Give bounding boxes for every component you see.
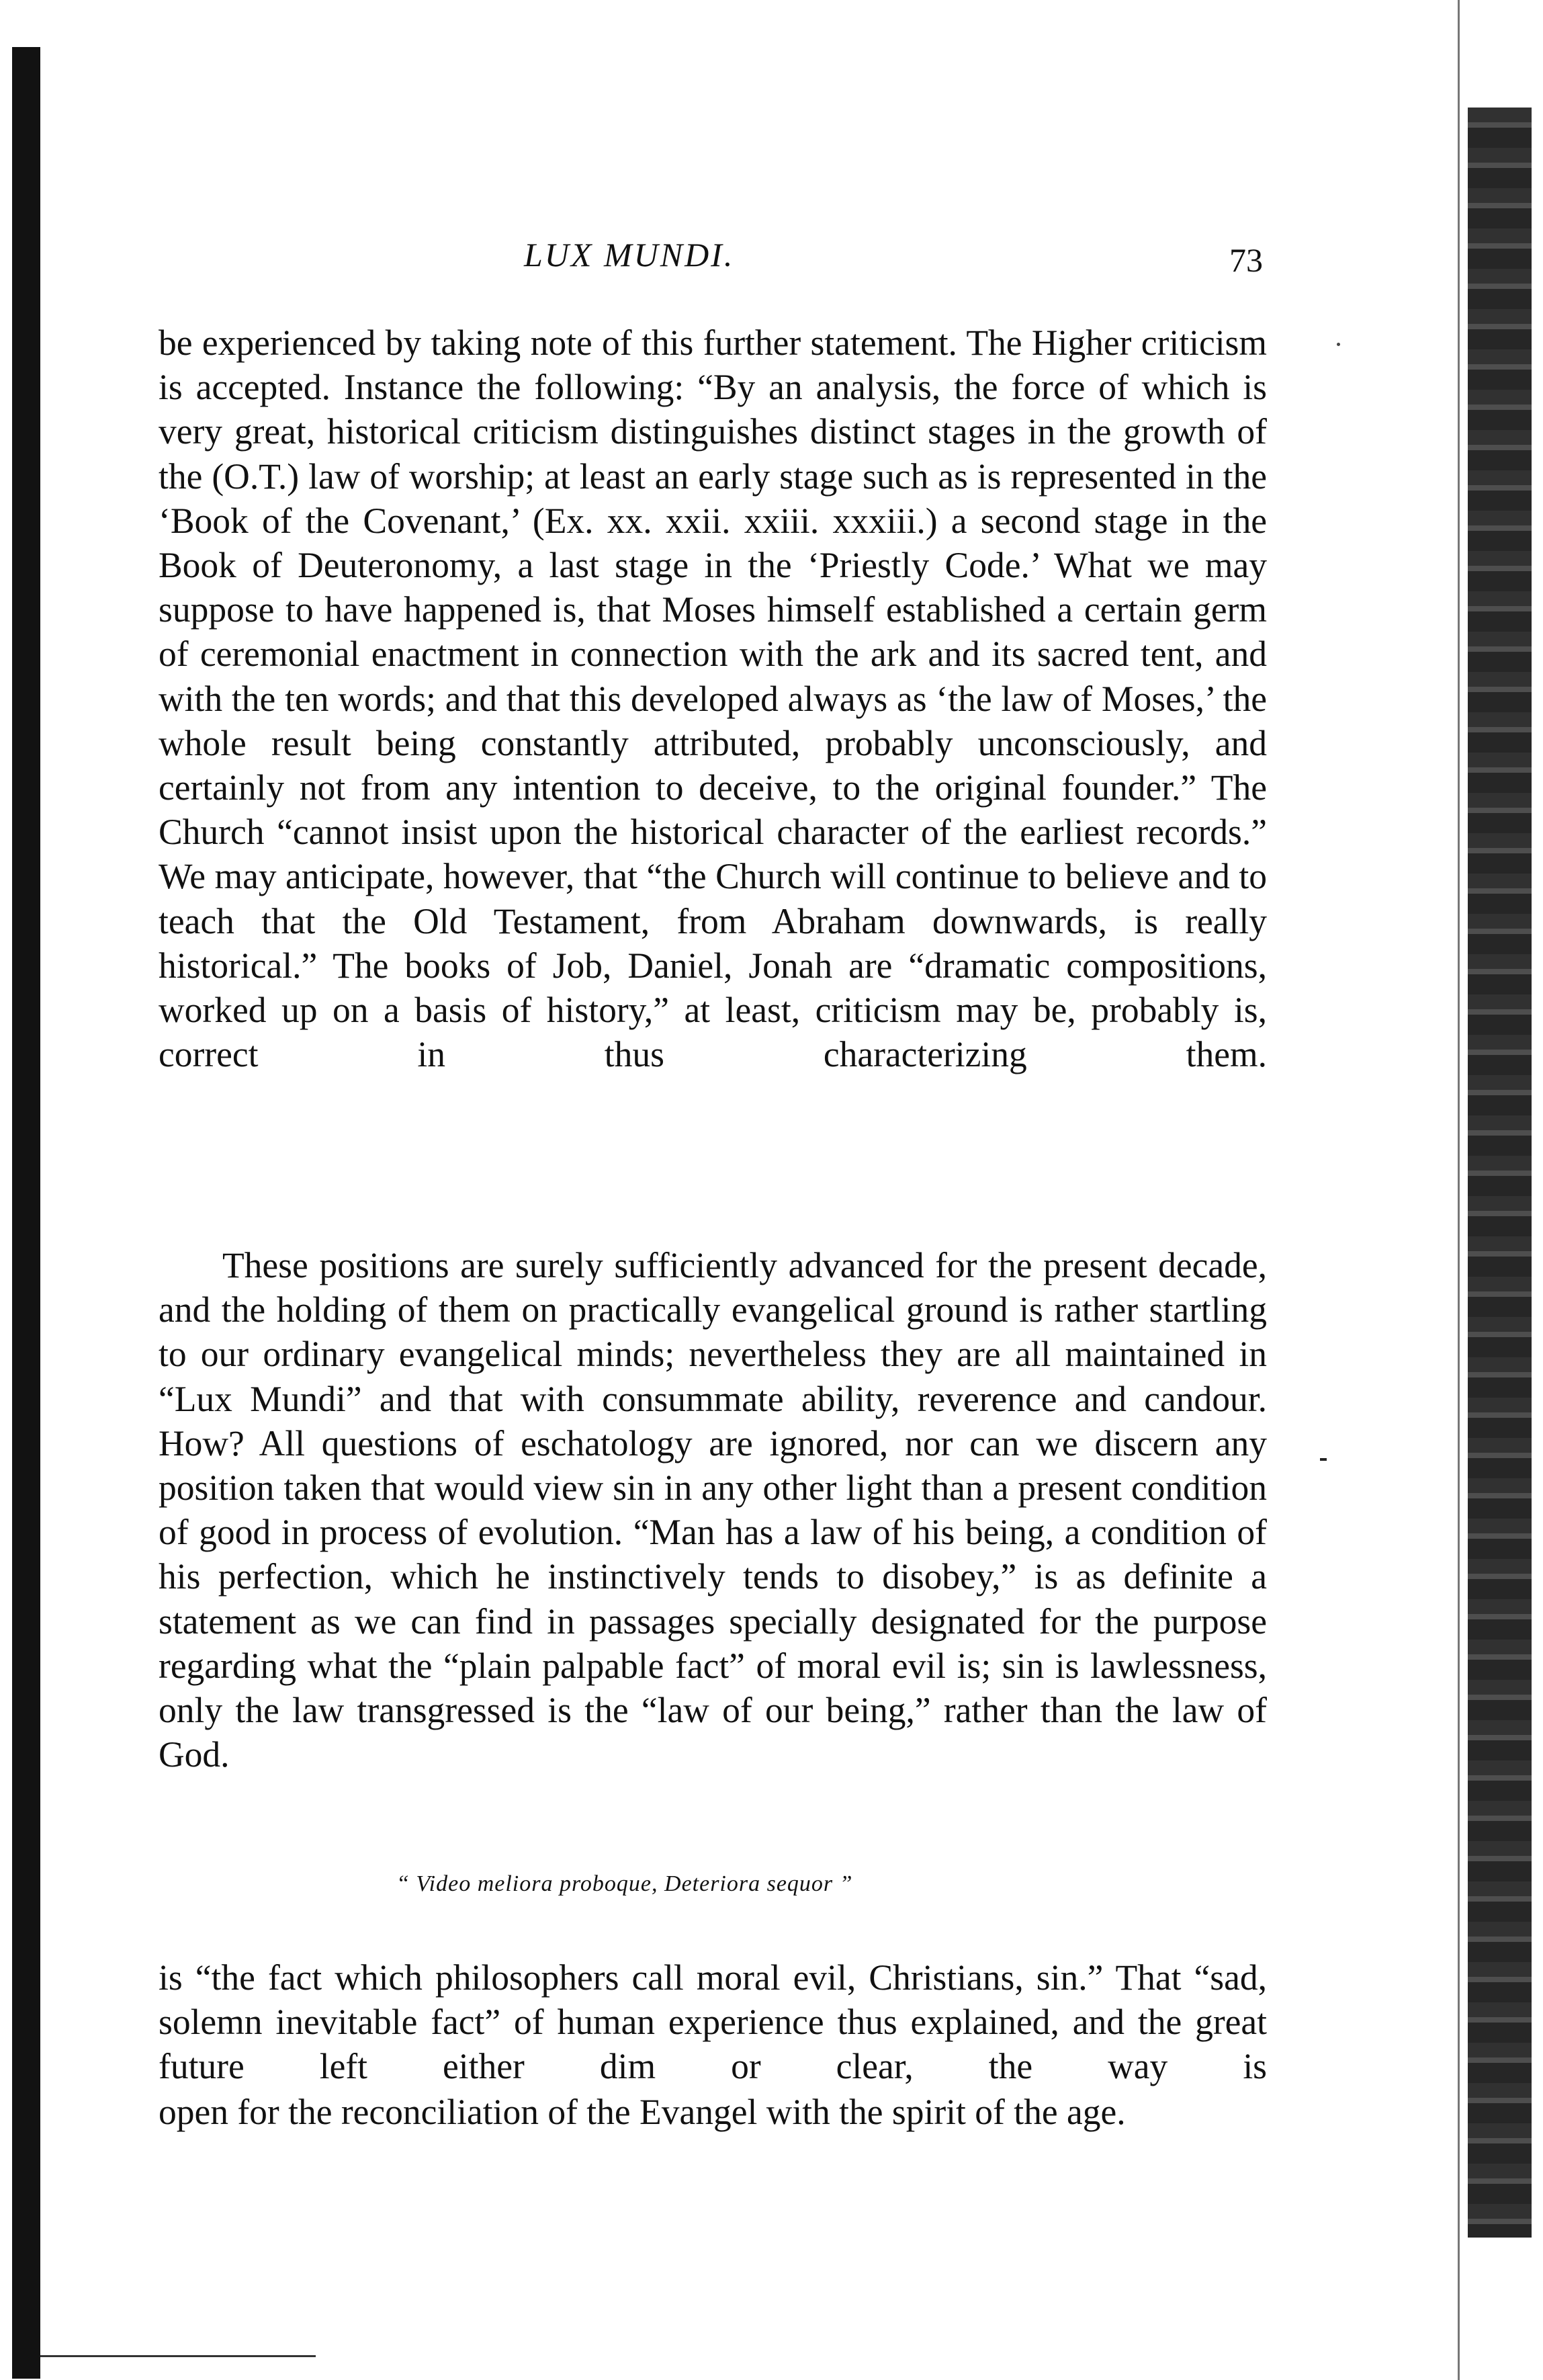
running-title: LUX MUNDI. bbox=[524, 236, 735, 273]
scan-page-edge bbox=[1458, 0, 1460, 2380]
scan-mark bbox=[1320, 1458, 1327, 1461]
scan-binding-shadow bbox=[12, 47, 40, 2379]
paragraph-1: be experienced by taking note of this further statement. The Higher criticism is accepted. Instance the following: “By an analysis, the force of which is very great, historical criticism distinguishes distinct stages in the growth of the (O.T.) law of worship; at least an early stage such as is represented in the ‘Book of the Covenant,’ (Ex. xx. xxii. xxiii. xxxiii.) a second stage in the Book of Deuteronomy, a last stage in the ‘Priestly Code.’ What we may suppose to have happened is, that Moses himself established a certain germ of ceremonial enactment in connection with the ark and its sacred tent, and with the ten words; and that this developed always as ‘the law of Moses,’ the whole result being constantly attributed, probably unconsciously, and certainly not from any intention to deceive, to the original founder.” The Church “cannot insist upon the historical character of the earliest records.” We may anticipate, however, that “the Church will continue to believe and to teach that the Old Testament, from Abraham downwards, is really historical.” The books of Job, Daniel, Jonah are “dramatic compositions, worked up on a basis of history,” at least, criticism may be, probably is, correct in thus characterizing them. bbox=[159, 323, 1267, 1075]
scan-speck bbox=[1337, 343, 1340, 346]
page-number: 73 bbox=[1229, 241, 1263, 279]
scan-edge-shadow bbox=[1468, 108, 1532, 2238]
closing-last-line: open for the reconciliation of the Evangel with the spirit of the age. bbox=[159, 2092, 1126, 2132]
paragraph-2: These positions are surely sufficiently advanced for the present decade, and the holding of them on practically evangelical ground is rather startling to our ordinary evangelical minds; nevertheless they are all maintained in “Lux Mundi” and that with consummate ability, reverence and candour. How? All questions of eschatology are ignored, nor can we discern any position taken that would view sin in any other light than a present condition of good in process of evolution. “Man has a law of his being, a condition of his perfection, which he instinctively tends to disobey,” is as definite a statement as we can find in passages specially designated for the purpose regarding what the “plain palpable fact” of moral evil is; sin is lawlessness, only the law transgressed is the “law of our being,” rather than the law of God. bbox=[159, 1245, 1267, 1775]
closing-paragraph: is “the fact which philosophers call moral evil, Christians, sin.” That “sad, solemn inevitable fact” of human experience thus explained, and the great future left either dim or clear, the way is bbox=[159, 1957, 1267, 2087]
latin-quotation: “ Video meliora proboque, Deteriora sequor ” bbox=[396, 1871, 853, 1896]
bottom-rule bbox=[40, 2355, 316, 2357]
